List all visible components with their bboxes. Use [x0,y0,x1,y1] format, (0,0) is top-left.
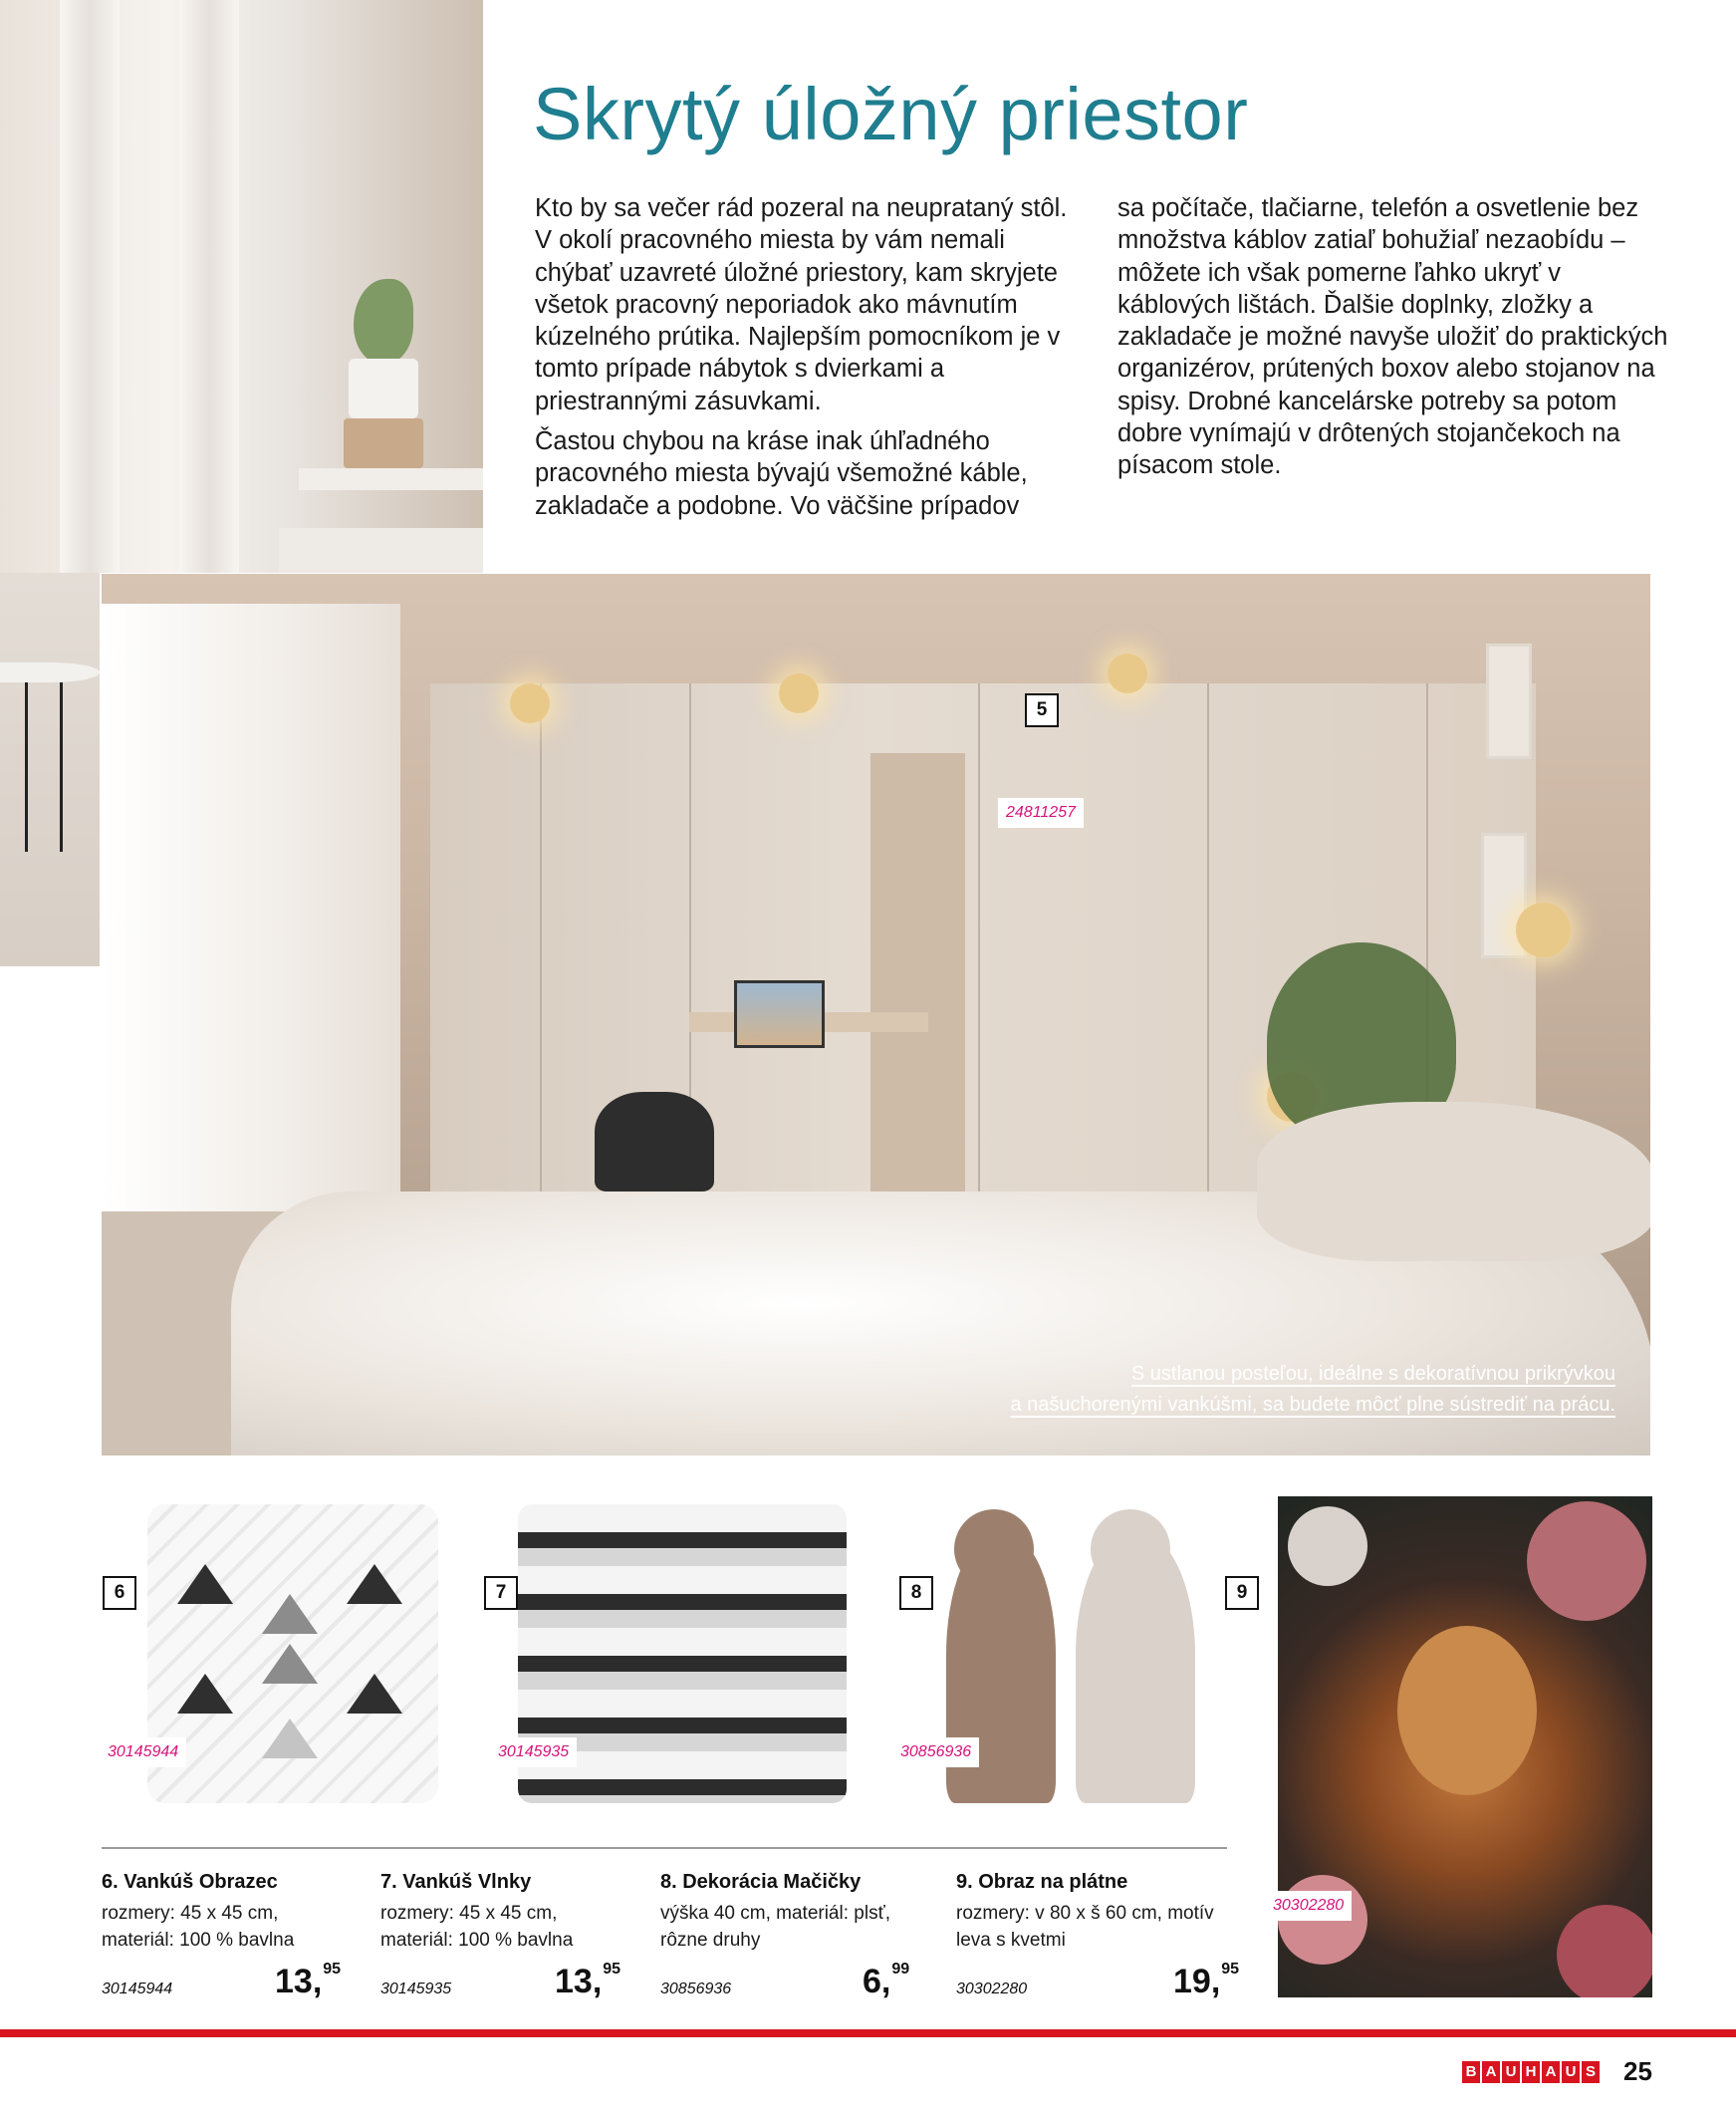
logo-letter: H [1522,2061,1540,2083]
table-leg [60,682,63,852]
product-desc: materiál: 100 % bavlna [380,1930,574,1951]
window-sill [299,468,483,490]
divider [102,1847,1227,1849]
bedroom-photo [102,574,1650,1455]
logo-letter: B [1462,2061,1480,2083]
ceiling-spot-lamp [510,683,550,723]
bauhaus-logo [1462,2061,1600,2083]
item-number-badge: 7 [484,1576,518,1610]
price-cents: 99 [891,1961,910,1978]
item-number-badge: 9 [1225,1576,1259,1610]
logo-letter: A [1542,2061,1560,2083]
logo-letter: A [1482,2061,1500,2083]
product-desc: rozmery: 45 x 45 cm, [102,1903,279,1924]
paragraph: sa počítače, tlačiarne, telefón a osvetlenie bez množstva káblov zatiaľ bohužiaľ nezaobídu – môžete ich však pomerne ľahko ukryť v káblových lištách. Ďalšie doplnky, zložky a zakladače je možné navyše uložiť do praktických organizérov, prútených boxov alebo stojanov na spisy. Drobné kancelárske potreby sa potom dobre vynímajú v drôtených stojančekoch na písacom stole. [1117,194,1668,480]
cat-head [1091,1509,1170,1589]
product-name: 6. Vankúš Obrazec [102,1871,278,1893]
product-name: 7. Vankúš Vlnky [380,1871,532,1893]
product-article-number: 30145935 [380,1981,452,1997]
paragraph: Častou chybou na kráse inak úhľadného pracovného miesta bývajú všemožné káble, zakladače a podobne. Vo väčšine prípadov [535,427,1028,520]
page-number: 25 [1623,2056,1652,2086]
item-number-badge: 8 [899,1576,933,1610]
photo-caption [1010,1359,1615,1421]
bed-pillow [1257,1102,1650,1261]
page-title: Skrytý úložný priestor [533,73,1249,155]
product-article-number: 30302280 [956,1981,1028,1997]
product-article-number: 30856936 [660,1981,732,1997]
price [863,1963,909,2001]
curtain [60,0,120,573]
computer-monitor [734,980,825,1048]
article-number-tag: 30856936 [892,1737,979,1767]
product-desc: rozmery: v 80 x š 60 cm, motív [956,1903,1214,1924]
logo-letter: U [1502,2061,1520,2083]
pattern-shape [177,1674,233,1714]
price-main: 19, [1173,1963,1221,2000]
price [555,1963,620,2001]
wardrobe-door-edge [978,683,980,1271]
article-number-tag: 30302280 [1265,1891,1352,1921]
pattern-shape [347,1674,402,1714]
wall-picture [1486,644,1532,759]
product-desc: materiál: 100 % bavlna [102,1930,295,1951]
article-number-tag: 24811257 [998,798,1084,828]
product-article-number: 30145944 [102,1981,173,1997]
product-name: 8. Dekorácia Mačičky [660,1871,862,1893]
article-number-tag: 30145935 [490,1737,577,1767]
wooden-stool [344,418,423,468]
price-main: 13, [555,1963,603,2000]
ceiling-spot-lamp [1108,654,1147,693]
side-table-photo [0,573,100,966]
radiator [279,528,483,573]
price-cents: 95 [323,1961,342,1978]
side-table [0,662,100,682]
product-desc: výška 40 cm, materiál: plsť, [660,1903,890,1924]
body-column-1 [535,192,1073,530]
wardrobe-door-edge [540,683,542,1271]
body-column-2 [1117,192,1675,490]
paragraph: Kto by sa večer rád pozeral na neuprataný stôl. V okolí pracovného miesta by vám nemali chýbať uzavreté úložné priestory, kam skryjete všetok pracovný neporiadok ako mávnutím kúzelného prútika. Najlepším pomocníkom je v tomto prípade nábytok s dvierkami a priestrannými zásuvkami. [535,194,1068,415]
pillow-obrazec-image [147,1504,438,1803]
pattern-shape [262,1644,318,1684]
cat-head [954,1509,1034,1589]
ceiling-spot-lamp [779,673,819,713]
caption-line: a našuchorenými vankúšmi, sa budete môcť plne sústrediť na prácu. [1010,1394,1615,1416]
pattern-shape [262,1594,318,1634]
table-leg [25,682,28,852]
flower [1527,1501,1646,1621]
flower [1557,1905,1652,1997]
price [1173,1963,1239,2001]
flower [1288,1506,1367,1586]
wardrobe-door-edge [1207,683,1209,1271]
wall-lamp [1516,903,1571,957]
article-number-tag: 30145944 [100,1737,186,1767]
price-main: 13, [275,1963,323,2000]
caption-line: S ustlanou posteľou, ideálne s dekoratívnou prikrývkou [1130,1363,1615,1385]
logo-letter: U [1562,2061,1580,2083]
price-main: 6, [863,1963,891,2000]
product-name: 9. Obraz na plátne [956,1871,1128,1893]
price [275,1963,341,2001]
footer-red-line [0,2029,1736,2037]
product-desc: rozmery: 45 x 45 cm, [380,1903,558,1924]
curtain [179,0,239,573]
product-desc: leva s kvetmi [956,1930,1066,1951]
plant [354,279,413,364]
lion-canvas-image [1278,1496,1652,1997]
pattern-shape [177,1564,233,1604]
product-desc: rôzne druhy [660,1930,761,1951]
open-shelf [870,753,965,1211]
item-number-badge: 6 [103,1576,136,1610]
pattern-shape [262,1719,318,1758]
pattern-shape [347,1564,402,1604]
lion-face [1397,1626,1537,1795]
window-photo [0,0,483,573]
price-cents: 95 [1221,1961,1240,1978]
item-number-badge: 5 [1025,693,1059,727]
chair [595,1092,714,1191]
price-cents: 95 [603,1961,621,1978]
logo-letter: S [1582,2061,1600,2083]
plant-pot [349,359,418,418]
